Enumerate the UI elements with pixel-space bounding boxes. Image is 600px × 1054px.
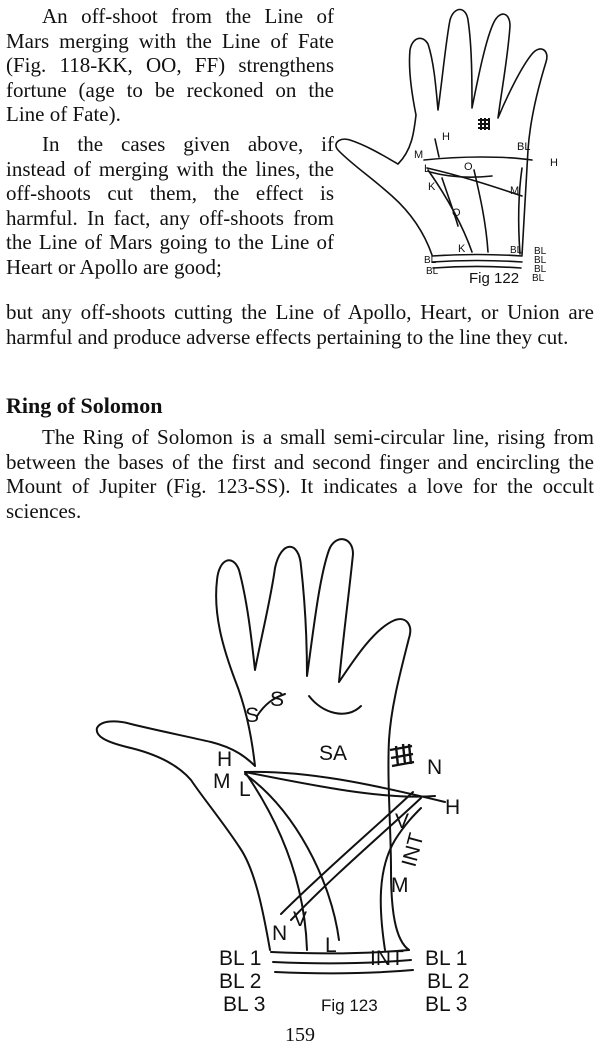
mark-line — [435, 139, 439, 157]
label-bl-right-4: BL — [532, 273, 545, 284]
label-k-top: K — [428, 181, 436, 193]
label-v-top: V — [395, 810, 410, 833]
paragraph-ring-of-solomon: The Ring of Solomon is a small semi-circular line, rising from between the bases of the first and second finger and encircling the Mount of Jupiter (Fig. 123-SS). It indicates a love for the occult sciences. — [6, 425, 594, 523]
label-n-bottom: N — [272, 922, 288, 945]
label-int-diagonal: INT — [397, 830, 429, 870]
label-sa: SA — [319, 742, 348, 765]
label-bl3-left: BL 3 — [223, 993, 266, 1016]
label-m-mid: M — [510, 185, 520, 197]
bracelet-line-1 — [432, 255, 522, 257]
bracelet-line-3 — [433, 267, 521, 269]
label-l: L — [424, 163, 431, 175]
label-bl-bottom: BL — [510, 245, 523, 256]
figure-caption-122: Fig 122 — [469, 270, 520, 287]
offshoot-line-k — [430, 172, 492, 177]
label-bl1-right: BL 1 — [425, 947, 468, 970]
grille-mark-122 — [478, 118, 490, 130]
figure-122 — [332, 0, 600, 298]
paragraph-offshoots: In the cases given above, if instead of merging with the lines, the off-shoots cut them, the effect is harmful. In fact, any off-shoots from the Line of Mars going to the Line of Heart or Apollo are good; — [6, 132, 334, 279]
label-bl2-left: BL 2 — [219, 970, 262, 993]
label-bl-top: BL — [517, 141, 531, 153]
apollo-line — [519, 168, 522, 254]
figure-caption-123: Fig 123 — [321, 996, 378, 1015]
hand-diagram-123 — [95, 530, 495, 1018]
label-bl-left-1: BL — [424, 255, 437, 266]
page-number: 159 — [285, 1024, 315, 1046]
label-m-mid: M — [391, 874, 409, 897]
label-int-bottom: INT — [370, 947, 404, 970]
life-line — [245, 774, 339, 940]
label-h-right: H — [550, 157, 558, 169]
label-bl-right-2: BL — [534, 255, 547, 266]
bracelet-line-2 — [432, 261, 522, 263]
label-m-left: M — [213, 770, 231, 793]
label-bl-left-2: BL — [426, 266, 439, 277]
bracelet-line-3 — [275, 970, 413, 973]
section-heading: Ring of Solomon — [6, 393, 163, 418]
heart-line — [424, 157, 532, 160]
hand-diagram-122 — [332, 0, 600, 298]
label-k-bottom: K — [458, 243, 466, 255]
label-h-left: H — [217, 748, 233, 771]
label-l-top: L — [239, 778, 251, 801]
label-o-bottom: O — [452, 207, 461, 219]
figure-123 — [95, 530, 495, 1018]
label-s-1: S — [245, 704, 260, 727]
label-n-top: N — [427, 756, 443, 779]
label-v-bottom: V — [293, 908, 308, 931]
label-h-left: H — [442, 131, 450, 143]
label-bl3-right: BL 3 — [425, 993, 468, 1016]
girdle-line — [309, 696, 361, 714]
label-m-left: M — [414, 149, 424, 161]
grille-mark-123 — [390, 744, 414, 766]
label-bl2-right: BL 2 — [427, 970, 470, 993]
label-bl-right-1: BL — [534, 246, 547, 257]
label-s-2: S — [270, 688, 285, 711]
label-h-right: H — [445, 796, 461, 819]
paragraph-offshoots-continued: but any off-shoots cutting the Line of Apollo, Heart, or Union are harmful and produce adverse effects pertaining to the line they cut. — [6, 300, 594, 349]
label-bl1-left: BL 1 — [219, 947, 262, 970]
label-o-top: O — [464, 161, 473, 173]
label-l-bottom: L — [325, 934, 337, 957]
hand-outline — [97, 539, 410, 950]
paragraph-mars-fate: An off-shoot from the Line of Mars merging with the Line of Fate (Fig. 118-KK, OO, FF) strengthens fortune (age to be reckoned on the Line of Fate). — [6, 4, 334, 126]
label-bl-right-3: BL — [534, 264, 547, 275]
